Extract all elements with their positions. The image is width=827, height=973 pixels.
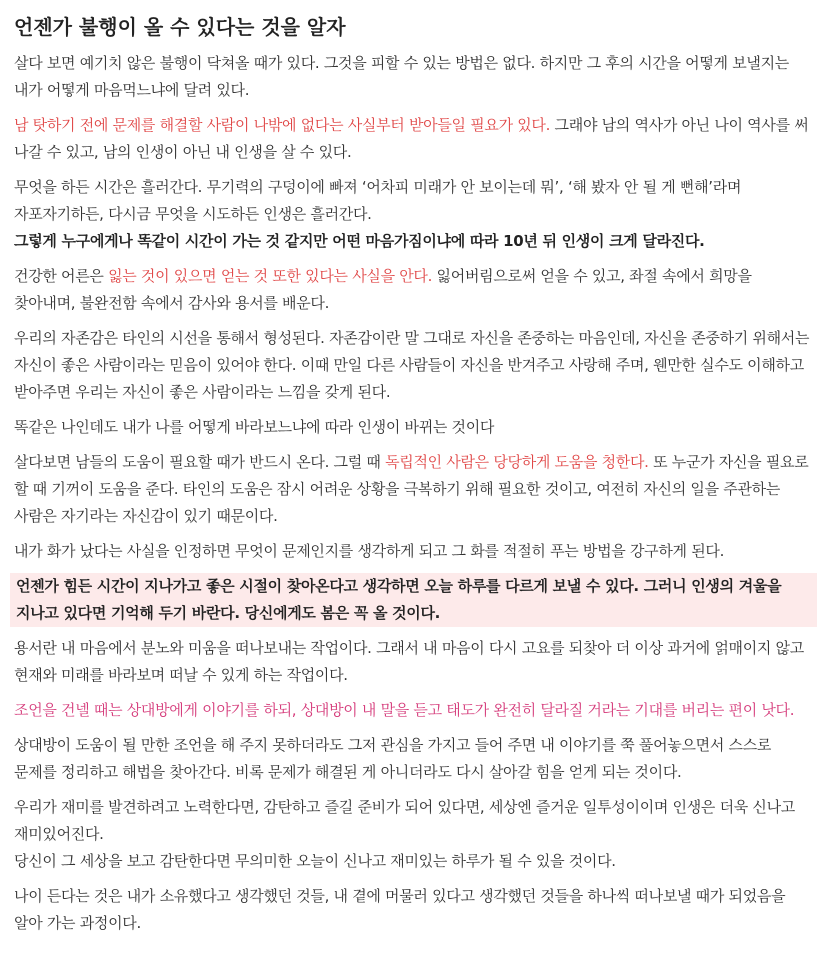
paragraph-8: 내가 화가 났다는 사실을 인정하면 무엇이 문제인지를 생각하게 되고 그 화를 적절히 푸는 방법을 강구하게 된다. (14, 542, 725, 560)
paragraph-text: 건강한 어른은 (14, 267, 109, 285)
highlight-quote-box (10, 573, 817, 627)
paragraph-12: 상대방이 도움이 될 만한 조언을 해 주지 못하더라도 그저 관심을 가지고 들어 주면 내 이야기를 쭉 풀어놓으면서 스스로 문제를 정리하고 해법을 찾아간다. 비록 문제가 해결된 게 아니더라도 다시 살아갈 힘을 얻게 되는 것이다. (14, 736, 772, 781)
paragraph-6: 똑같은 나인데도 내가 나를 어떻게 바라보느냐에 따라 인생이 바뀌는 것이다 (14, 418, 495, 436)
article-title: 언젠가 불행이 올 수 있다는 것을 알자 (14, 15, 346, 39)
paragraph-text: 그래야 남의 역사가 아닌 나이 역사를 써 나갈 수 있고, 남의 인생이 아닌 내 인생을 살 수 있다. (14, 116, 809, 161)
paragraph-11: 조언을 건넬 때는 상대방에게 이야기를 하되, 상대방이 내 말을 듣고 태도가 완전히 달라질 거라는 기대를 버리는 편이 낫다. (14, 701, 795, 719)
highlight-text: 독립적인 사람은 당당하게 도움을 청한다. (385, 453, 649, 471)
paragraph-text: 당신이 그 세상을 보고 감탄한다면 무의미한 오늘이 신나고 재미있는 하루가 될 수 있을 것이다. (14, 852, 616, 870)
bold-text: 그렇게 누구에게나 똑같이 시간이 가는 것 같지만 어떤 마음가짐이냐에 따라 10년 뒤 인생이 크게 달라진다. (14, 232, 705, 250)
paragraph-4 (14, 263, 813, 317)
paragraph-7 (14, 449, 813, 530)
paragraph-text: 잃어버림으로써 얻을 수 있고, 좌절 속에서 희망을 찾아내며, 불완전함 속에서 감사와 용서를 배운다. (14, 267, 752, 312)
paragraph-text: 또 누군가 자신을 필요로 할 때 기꺼이 도움을 준다. 타인의 도움은 잠시 어려운 상황을 극복하기 위해 필요한 것이고, 여전히 자신의 일을 주관하는 사람은 자기라는 자신감이 있기 때문이다. (14, 453, 809, 525)
paragraph-2 (14, 112, 813, 166)
paragraph-9: 언젠가 힘든 시간이 지나가고 좋은 시절이 찾아온다고 생각하면 오늘 하루를 다르게 보낼 수 있다. 그러니 인생의 겨울을 지나고 있다면 기억해 두기 바란다. 당신에게도 봄은 꼭 올 것이다. (16, 577, 782, 622)
highlight-text: 남 탓하기 전에 문제를 해결할 사람이 나밖에 없다는 사실부터 받아들일 필요가 있다. (14, 116, 551, 134)
paragraph-1: 살다 보면 예기치 않은 불행이 닥쳐올 때가 있다. 그것을 피할 수 있는 방법은 없다. 하지만 그 후의 시간을 어떻게 보낼지는 내가 어떻게 마음먹느냐에 달려 있다. (14, 54, 789, 99)
paragraph-5: 우리의 자존감은 타인의 시선을 통해서 형성된다. 자존감이란 말 그대로 자신을 존중하는 마음인데, 자신을 존중하기 위해서는 자신이 좋은 사람이라는 믿음이 있어야 한다. 이때 만일 다른 사람들이 자신을 반겨주고 사랑해 주며, 웬만한 실수도 이해하고 받아주면 우리는 자신이 좋은 사람이라는 느낌을 갖게 된다. (14, 329, 810, 401)
paragraph-13 (14, 794, 813, 875)
highlight-text: 잃는 것이 있으면 얻는 것 또한 있다는 사실을 안다. (108, 267, 433, 285)
paragraph-3 (14, 174, 813, 255)
paragraph-10: 용서란 내 마음에서 분노와 미움을 떠나보내는 작업이다. 그래서 내 마음이 다시 고요를 되찾아 더 이상 과거에 얽매이지 않고 현재와 미래를 바라보며 떠날 수 있게 하는 작업이다. (14, 639, 804, 684)
paragraph-text: 살다보면 남들의 도움이 필요할 때가 반드시 온다. 그럴 때 (14, 453, 386, 471)
paragraph-text: 무엇을 하든 시간은 흘러간다. 무기력의 구덩이에 빠져 ‘어차피 미래가 안 보이는데 뭐’, ‘해 봤자 안 될 게 뻔해’라며 자포자기하든, 다시금 무엇을 시도하든 인생은 흘러간다. (14, 178, 742, 223)
paragraph-14: 나이 든다는 것은 내가 소유했다고 생각했던 것들, 내 곁에 머물러 있다고 생각했던 것들을 하나씩 떠나보낼 때가 되었음을 알아 가는 과정이다. (14, 887, 786, 932)
paragraph-text: 우리가 재미를 발견하려고 노력한다면, 감탄하고 즐길 준비가 되어 있다면, 세상엔 즐거운 일투성이이며 인생은 더욱 신나고 재미있어진다. (14, 798, 795, 843)
